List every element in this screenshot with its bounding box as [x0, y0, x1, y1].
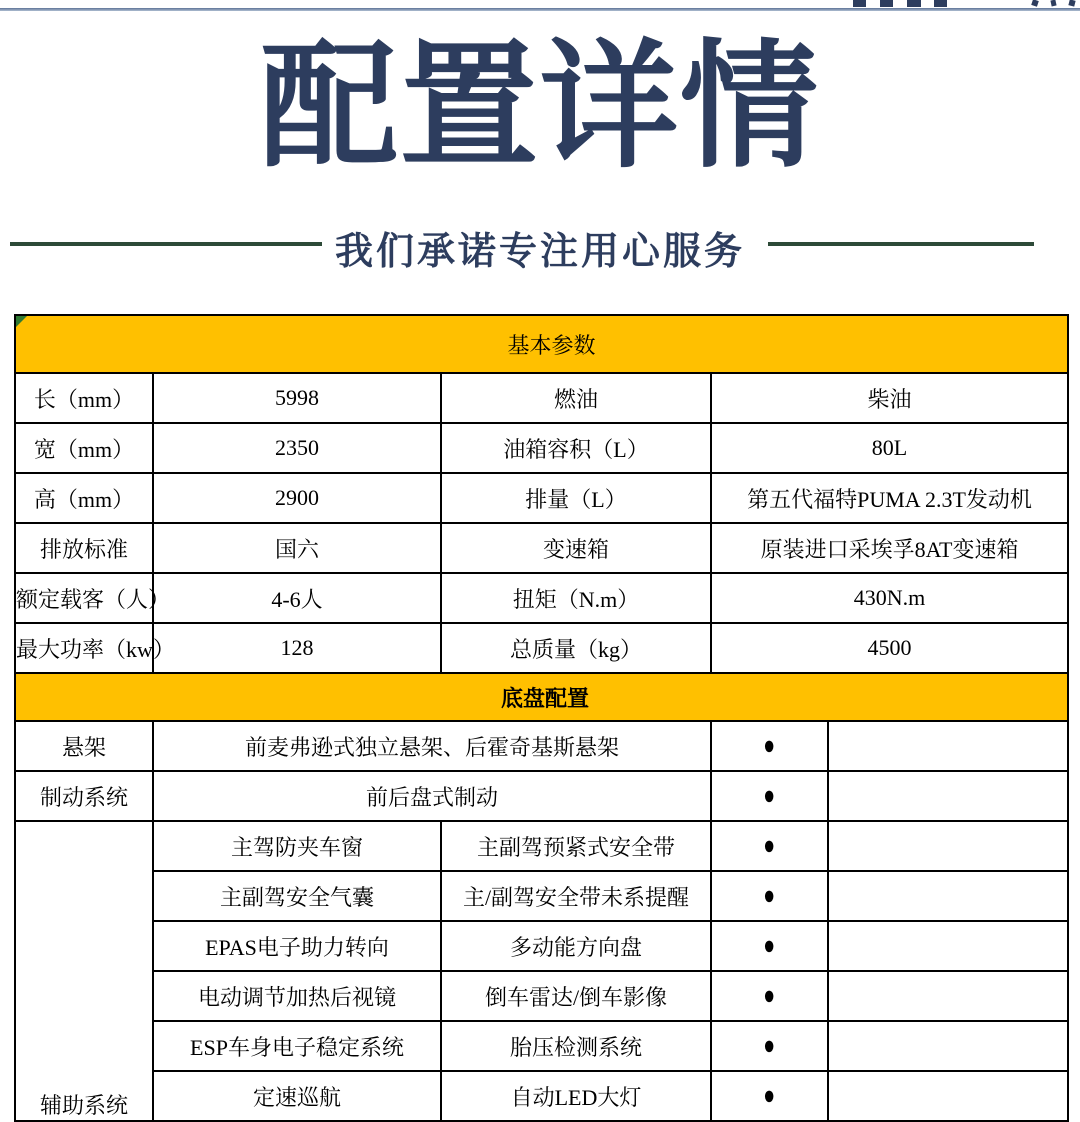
- cutoff-text-fragment: [1031, 0, 1039, 7]
- feature-cell: 前麦弗逊式独立悬架、后霍奇基斯悬架: [153, 721, 711, 771]
- spec-label: 高（mm）: [15, 473, 153, 523]
- table-row: [15, 473, 1068, 523]
- spec-label: 制动系统: [15, 771, 153, 821]
- standard-equipment-dot-icon: ●: [763, 881, 776, 911]
- feature-cell: ESP车身电子稳定系统: [153, 1021, 441, 1071]
- feature-cell: 主/副驾安全带未系提醒: [441, 871, 711, 921]
- section-header-row: [15, 315, 1068, 373]
- spec-value: 2900: [153, 473, 441, 523]
- assist-section-label: 辅助系统: [15, 821, 153, 1121]
- standard-equipment-dot-icon: ●: [763, 1031, 776, 1061]
- cutoff-text-fragment: [934, 0, 947, 7]
- section-header-row: [15, 673, 1068, 721]
- empty-cell: [828, 921, 1068, 971]
- cutoff-text-fragment: [853, 0, 866, 7]
- empty-cell: [828, 771, 1068, 821]
- empty-cell: [828, 1021, 1068, 1071]
- availability-dot-cell: [711, 971, 828, 1021]
- spec-value: 国六: [153, 523, 441, 573]
- empty-cell: [828, 971, 1068, 1021]
- spec-label: 总质量（kg）: [441, 623, 711, 673]
- subtitle-row: [0, 220, 1080, 273]
- feature-cell: 主副驾安全气囊: [153, 871, 441, 921]
- spec-value: 柴油: [711, 373, 1068, 423]
- cutoff-text-fragment: [1050, 0, 1056, 6]
- spec-value: 5998: [153, 373, 441, 423]
- availability-dot-cell: [711, 871, 828, 921]
- standard-equipment-dot-icon: ●: [763, 981, 776, 1011]
- table-row: [15, 871, 1068, 921]
- spec-value: 第五代福特PUMA 2.3T发动机: [711, 473, 1068, 523]
- feature-cell: 前后盘式制动: [153, 771, 711, 821]
- section-header-basic: 基本参数: [15, 315, 1068, 373]
- table-row: [15, 573, 1068, 623]
- spec-value: 4500: [711, 623, 1068, 673]
- spec-label: 宽（mm）: [15, 423, 153, 473]
- table-row: [15, 523, 1068, 573]
- spec-value: 4-6人: [153, 573, 441, 623]
- spec-label: 排量（L）: [441, 473, 711, 523]
- page-title: 配置详情: [259, 30, 820, 184]
- table-row: [15, 921, 1068, 971]
- feature-cell: 多动能方向盘: [441, 921, 711, 971]
- availability-dot-cell: [711, 771, 828, 821]
- spec-label: 长（mm）: [15, 373, 153, 423]
- spec-label: 排放标准: [15, 523, 153, 573]
- table-row: [15, 423, 1068, 473]
- feature-cell: 主驾防夹车窗: [153, 821, 441, 871]
- empty-cell: [828, 871, 1068, 921]
- spec-value: 128: [153, 623, 441, 673]
- spec-value: 430N.m: [711, 573, 1068, 623]
- feature-cell: 胎压检测系统: [441, 1021, 711, 1071]
- cutoff-text-fragment: [880, 0, 893, 7]
- spec-label: 额定载客（人）: [15, 573, 153, 623]
- spec-value: 80L: [711, 423, 1068, 473]
- availability-dot-cell: [711, 821, 828, 871]
- cutoff-text-fragment: [907, 0, 921, 7]
- table-row: [15, 721, 1068, 771]
- table-row: [15, 1021, 1068, 1071]
- standard-equipment-dot-icon: ●: [763, 731, 776, 761]
- spec-label: 扭矩（N.m）: [441, 573, 711, 623]
- cutoff-text-fragment: [1068, 0, 1075, 7]
- feature-cell: 定速巡航: [153, 1071, 441, 1121]
- empty-cell: [828, 821, 1068, 871]
- availability-dot-cell: [711, 1021, 828, 1071]
- top-divider-rule: [0, 8, 1080, 11]
- spec-value: 2350: [153, 423, 441, 473]
- spec-label: 最大功率（kw）: [15, 623, 153, 673]
- spec-table: [14, 314, 1069, 1122]
- table-row: [15, 623, 1068, 673]
- availability-dot-cell: [711, 721, 828, 771]
- section-header-chassis: 底盘配置: [15, 673, 1068, 721]
- feature-cell: 主副驾预紧式安全带: [441, 821, 711, 871]
- standard-equipment-dot-icon: ●: [763, 831, 776, 861]
- table-row: [15, 771, 1068, 821]
- standard-equipment-dot-icon: ●: [763, 1081, 776, 1111]
- feature-cell: 电动调节加热后视镜: [153, 971, 441, 1021]
- spec-value: 原装进口采埃孚8AT变速箱: [711, 523, 1068, 573]
- table-row: [15, 971, 1068, 1021]
- table-row: [15, 1071, 1068, 1121]
- spec-label: 悬架: [15, 721, 153, 771]
- feature-cell: EPAS电子助力转向: [153, 921, 441, 971]
- standard-equipment-dot-icon: ●: [763, 931, 776, 961]
- divider-line-right: [768, 242, 1034, 246]
- subtitle: 我们承诺专注用心服务: [334, 231, 745, 273]
- availability-dot-cell: [711, 921, 828, 971]
- spec-label: 燃油: [441, 373, 711, 423]
- table-row: [15, 821, 1068, 871]
- availability-dot-cell: [711, 1071, 828, 1121]
- table-row: [15, 373, 1068, 423]
- spec-label: 油箱容积（L）: [441, 423, 711, 473]
- standard-equipment-dot-icon: ●: [763, 781, 776, 811]
- empty-cell: [828, 1071, 1068, 1121]
- feature-cell: 倒车雷达/倒车影像: [441, 971, 711, 1021]
- spec-label: 变速箱: [441, 523, 711, 573]
- feature-cell: 自动LED大灯: [441, 1071, 711, 1121]
- empty-cell: [828, 721, 1068, 771]
